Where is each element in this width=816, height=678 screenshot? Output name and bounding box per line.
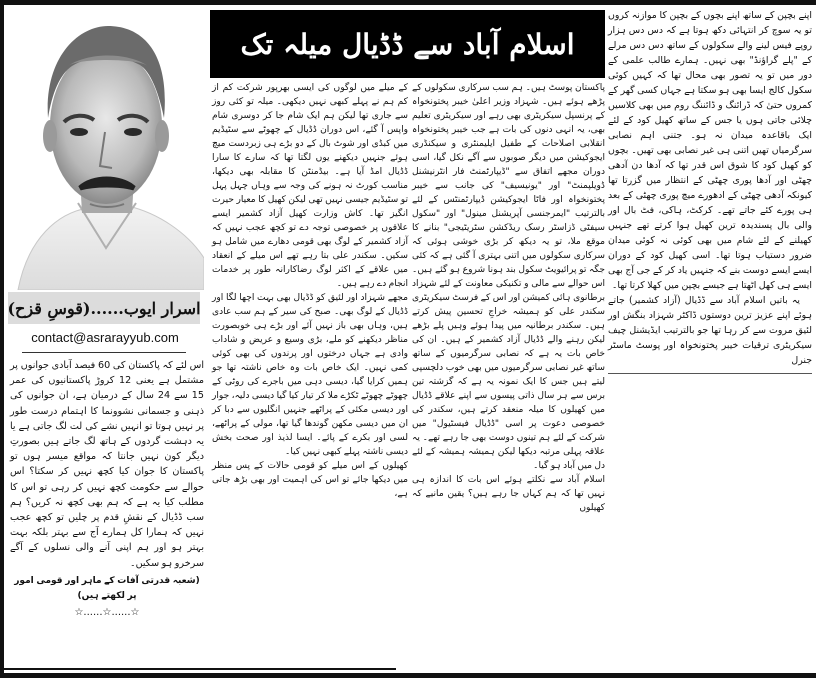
author-note: (شعبہ قدرتی آفات کے ماہر اور قومی امور پر لکھتے ہیں): [14, 575, 200, 602]
paragraph: اپنے بچپن کے ساتھ اپنے بچوں کے بچپن کا موازنہ کروں تو یہ سوچ کر انتہائی دکھ ہوتا ہے کہ دس دس ہزار روپے فیس لینے والے سکولوں کے ساتھ دس دس مرلے کے "پلے گراؤنڈ" بھی نہیں۔ ہمارے طالب علمی کے دور میں تو یہ تصور بھی محال تھا کہ کہیں کوئی سکول کالج ایسا بھی ہو سکتا ہے جہاں کسی گھر کے کمروں حتیٰ کہ ڈرائنگ و ڈائننگ روم میں بھی کلاسیں چلائی جاتی ہوں یا جس کے ساتھ کھیل کود کے لئے ایک باقاعدہ میدان نہ ہو۔ جتنی اہم نصابی سرگرمیاں تھیں اتنی ہی غیر نصابی بھی تھیں۔ بچوں کو کھیل کود کا شوق اس قدر تھا کہ آدھا دن آدھی چھٹی اور آدھا پوری چھٹی کے انتظار میں گزرتا تھا کیونکہ آدھی چھٹی کے ادھورے میچ پوری چھٹی کے بعد ہی پورے کئے جاتے تھے۔ کرکٹ، ہاکی، فٹ بال اور والی بال پسندیدہ ترین کھیل ہوا کرتے تھے جنہیں کھیلنے کے لئے شام میں بھی کوئی نہ کوئی میدان ضرور دستیاب ہوتا تھا۔ اسی کھیل کود کے دوران ایسے ایسے دوست بنے کہ جنہیں یاد کر کے جی آج بھی ایسے ہی کھل اٹھتا ہے جیسے بچپن میں کھلا کرتا تھا۔: [608, 10, 812, 291]
email-divider: [22, 352, 186, 353]
author-byline: اسرار ایوب......(قوسِ قزح): [7, 298, 201, 318]
paragraph: اس لئے کہ پاکستان کی 60 فیصد آبادی جوانوں پر مشتمل ہے یعنی 12 کروڑ پاکستانیوں کی عمر 15 سے 24 سال کے درمیان ہے، ان جوانوں کی ذہنی و جسمانی نشوونما کا اہتمام درست طور پر نہیں ہوتا تو انہیں نشے کی لت لگ جاتی ہے یا یہ دہشت گردوں کے ہاتھ لگ جاتے ہیں بصورتِ دیگر کون نہیں جانتا کہ مواقع میسر ہوں تو پاکستان کا جوان کیا کچھ نہیں کر سکتا؟ اس حوالے سے حکومت کچھ نہیں کر رہی تو اس کا مطلب کیا یہ ہے کہ ہم بھی کچھ نہ کریں؟ ہم سب ڈڈیال کے نقشِ قدم پر چلیں تو کچھ عجب نہیں کہ ہمارا کل ہمارے آج سے بہتر بلکہ بہت بہتر ہو اور ہم اپنی آنے والی نسلوں کے آگے سرخرو ہو سکیں۔: [10, 360, 204, 569]
paragraph: کے میلے میں لوگوں کی ایسی بھرپور شرکت کم از کم ہم نے پہلے کبھی نہیں دیکھی۔ میلہ تو کئی روز سے جاری تھا لیکن ہم ایک شام جا کر دوسری شام واپس آ گئے، اس دوران ڈڈیال کے چھوٹے سے سٹیڈیم میں کبڈی اور شوٹ بال کے دو بڑے ہی زبردست میچ ہوئے جنہیں دیکھنے یوں لگتا تھا کہ سارے کا سارا ڈڈیال امڈ آیا ہے۔ بیڈمنٹن کا مقابلہ بھی دیکھا، مناسب کورٹ نہ ہونے کی وجہ سے وہاں چہل پہل تو سٹیڈیم جیسی نہیں تھی لیکن کھیل کا معیار حیرت انگیز تھا۔ کاش وزارت کھیل آزاد کشمیر ایسے علاقوں پر خصوصی توجہ دے تو کچھ عجب نہیں کہ آزاد کشمیر کے لوگ بھی قومی دھارے میں شامل ہو سکیں۔ سکندر علی بتا رہے تھے اس میلے کے انعقاد میں علاقے کے اکثر لوگ رضاکارانہ طور پر خدمات انجام دے رہے ہیں۔: [212, 83, 408, 289]
paragraph: اسلام آباد سے نکلتے ہوئے اس بات کا اندازہ ہی نہیں تھا کہ ہم کہاں جا رہے ہیں؟ یقین مانیے کہ کھیلوں: [412, 475, 605, 513]
column-right: [608, 8, 812, 374]
top-border-rule: [0, 0, 816, 5]
author-byline-bar: [8, 292, 200, 324]
column-left: [10, 358, 204, 620]
author-portrait-illustration: [8, 8, 204, 290]
paragraph: کھیلوں کے اس میلے کو قومی حالات کے پس منظر میں دیکھا جائے تو اس کی اہمیت اور بھی بڑھ جاتی ہے،: [212, 461, 408, 499]
author-photo: [8, 8, 204, 290]
author-email[interactable]: contact@asrarayyub.com: [31, 330, 179, 345]
headline: اسلام آباد سے ڈڈیال میلہ تک: [240, 27, 575, 61]
column-middle-left: [212, 81, 408, 501]
bottom-inner-rule: [0, 668, 396, 670]
paragraph: [608, 293, 812, 368]
headline-banner: [210, 10, 605, 78]
paragraph: مجھے شہزاد اور لئیق کو ڈڈیال بھی بہت اچھا لگا اور ڈڈیال کے لوگ بھی۔ صبح کی سیر کے ہم سب عادی ہیں، وہاں بھی باز نہیں آئے اور بڑے ہی خوبصورت مناظر دیکھنے کو ملے، بڑی وسیع و عریض و شاداب وادی ہے جہاں درختوں اور پرندوں کی بھی کوئی کمی نہیں۔ ایک خاص بات وہ خاص ناشتہ تھا جو ہمیں کرایا گیا، دیسی دہی میں باجرے کی روٹی کے چھوٹے چھوٹے ٹکڑے ملا کر تیار کیا گیا دیسی دلیہ، جوار اور دیسی مکئی کے پراٹھے جنہیں انگلیوں سے دبا کر ان میں دیسی مکھن گوندھا گیا تھا، مولی کے پراٹھے، لسی اور بکرے کے پائے۔ ایسا لذیذ اور صحت بخش دیسی ناشتہ پہلے کبھی نہیں کیا۔: [212, 293, 408, 457]
end-marks: ☆......☆......☆: [74, 607, 140, 619]
paragraph: پاکستان پوسٹ ہیں۔ ہم سب سرکاری سکولوں کے پڑھے ہوئے ہیں۔ شہزاد وزیر اعلیٰ خیبر پختونخواہ کے پرنسپل سیکریٹری بھی رہے اور سیکریٹری تعلیم بھی، یہ انہی دنوں کی بات ہے جب خیبر پختونخواہ انقلابی اصلاحات کے طفیل ایلیمنٹری و سیکنڈری ایجوکیشن میں دیگر صوبوں سے آگے نکل گیا، اسی دوران مجھے اتفاق سے "ڈیپارٹمنٹ فار انٹرنیشنل ڈویلپمنٹ" اور "یونیسیف" کی جانب سے خیبر پختونخواہ اور فاٹا ایجوکیشن ڈیپارٹمنٹس کے لئے بالترتیب "ایمرجنسی آپریشنل مینول" اور "سکول سیفٹی ڈزاسٹر رسک ریڈکشن سٹریٹیجی" بنانے کا موقع ملا، تو یہ دیکھ کر بڑی خوشی ہوئی کہ سرکاری سکولوں میں اتنی بہتری آ گئی ہے کہ کئی جگہ تو پرائیویٹ سکول بند ہونا شروع ہو گئے ہیں۔ اس حوالے سے مالی و تکنیکی معاونت کے لئے شہزاد برطانوی ہائی کمیشن اور اس کے فرسٹ سیکریٹری سکندر علی کو ہمیشہ خراجِ تحسین پیش کرتے ہیں۔ سکندر برطانیہ میں پیدا ہوئے وہیں پلے بڑھے لیکن رہنے والے ڈڈیال آزاد کشمیر کے ہیں۔ ان کی خاص بات یہ ہے کہ نصابی سرگرمیوں کے ساتھ ساتھ غیر نصابی سرگرمیوں میں بھی خوب دلچسپی لیتے ہیں جس کا ایک نمونہ یہ ہے کہ گزشتہ تین برس سے ہر سال ذاتی پیسوں سے اپنے علاقے ڈڈیال میں کھیلوں کا میلہ منعقد کرتے ہیں، سکندر کی خصوصی دعوت پر اسی "ڈڈیال فیسٹیول" میں شرکت کے لئے ہم تینوں دوست بھی جا رہے تھے۔ یہ علاقہ پہلی مرتبہ دیکھا لیکن ہمیشہ ہمیشہ کے لئے دل میں آباد ہو گیا۔: [412, 83, 605, 471]
column-end-rule: [608, 373, 812, 374]
bottom-border-rule: [0, 673, 816, 678]
paragraph-text: یہ باتیں اسلام آباد سے ڈڈیال (آزاد کشمیر) جاتے ہوئے اپنے عزیز ترین دوستوں ڈاکٹر شہزاد بنگش اور لئیق مروت سے کر رہا تھا جو بالترتیب ایڈیشنل چیف سیکریٹری ترقیات خیبر پختونخواہ اور پوسٹ ماسٹر جنرل: [608, 295, 812, 366]
left-border-rule: [0, 0, 4, 678]
column-middle-right: [412, 81, 605, 515]
